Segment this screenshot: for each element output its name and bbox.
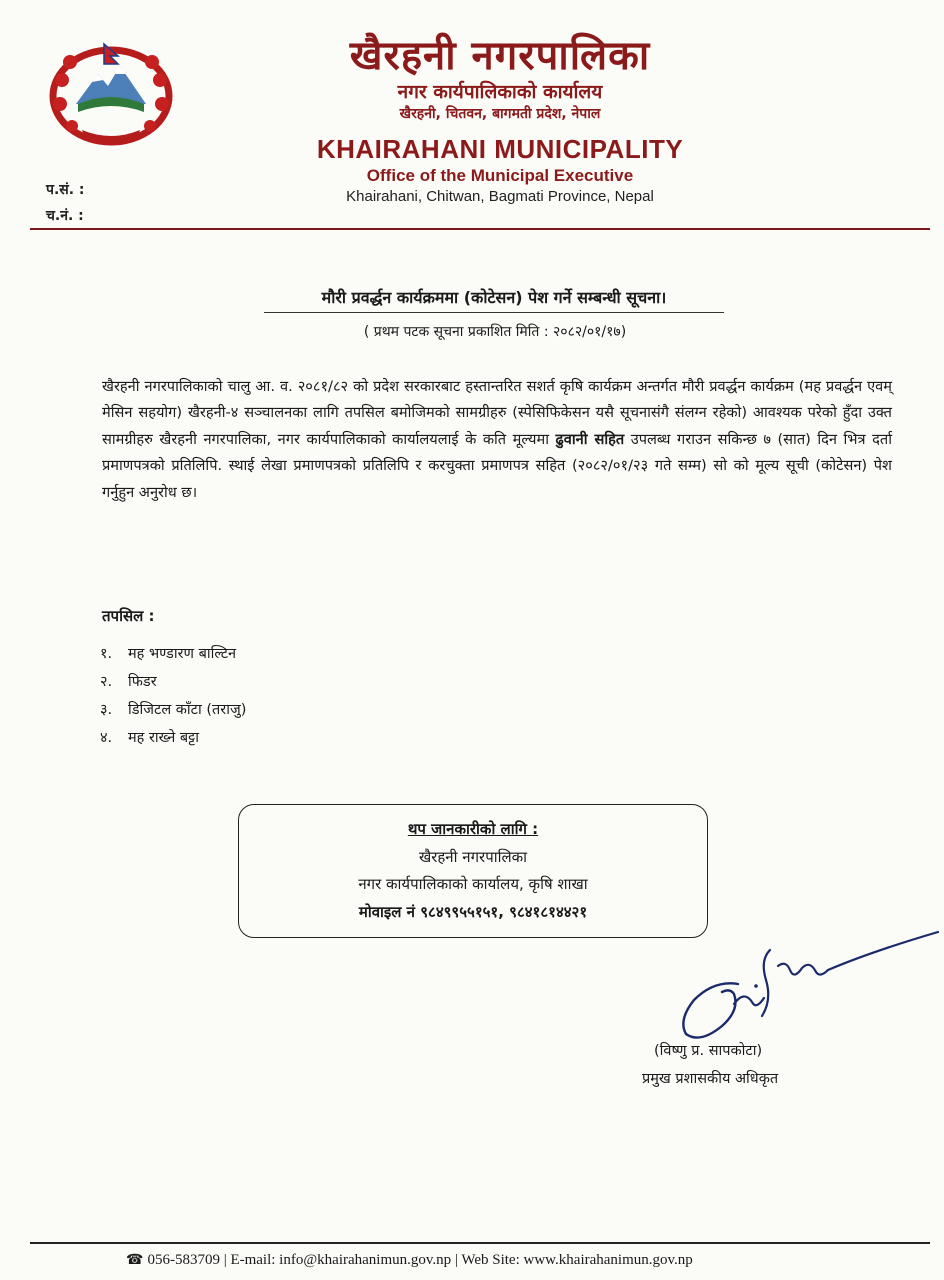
list-item-text: मह भण्डारण बाल्टिन xyxy=(128,646,237,662)
address-nepali: खैरहनी, चितवन, बागमती प्रदेश, नेपाल xyxy=(399,106,601,122)
contact-info-box xyxy=(238,804,708,938)
address-english: Khairahani, Chitwan, Bagmati Province, Nepal xyxy=(346,188,654,205)
notice-body-part-1: खैरहनी नगरपालिकाको चालु आ. व. २०८१/८२ को प्रदेश सरकारबाट हस्तान्तरित सशर्त कृषि कार्यक्रम अन्तर्गत मौरी प्रवर्द्धन कार्यक्रम (मह प्रवर्द्धन एवम् मेसिन सहयोग) खैरहनी-४ सञ्चालनका लागि तपसिल बमोजिमको सामग्रीहरु (स्पेसिफिकेसन यसै सूचनासंगै संलग्न रहेको) आवश्यक परेको हुँदा उक्त सामग्रीहरु खैरहनी नगरपालिका, नगर कार्यपालिकाको कार्यालयलाई के कति मूल्यमा xyxy=(102,378,892,448)
municipality-title-nepali: खैरहनी नगरपालिका xyxy=(349,33,651,79)
list-item xyxy=(100,668,246,696)
list-item xyxy=(100,724,246,752)
handwritten-signature xyxy=(660,930,942,1045)
notice-body-bold: ढुवानी सहित xyxy=(555,430,625,448)
list-item-text: डिजिटल काँटा (तराजु) xyxy=(128,702,247,718)
phone-icon: ☎ xyxy=(126,1253,144,1268)
office-name-nepali: नगर कार्यपालिकाको कार्यालय xyxy=(397,81,603,103)
footer-divider xyxy=(30,1242,930,1244)
office-name-english: Office of the Municipal Executive xyxy=(366,166,634,185)
notice-body-part-2: उपलब्ध गराउन सकिन्छ ७ (सात) दिन भित्र दर्ता प्रमाणपत्रको प्रतिलिपि. स्थाई लेखा प्रमाणपत्रको प्रतिलिपि र करचुक्ता प्रमाणपत्र सहित (२०८२/०१/२३ गते सम्म) सो को मूल्य सूची (कोटेसन) पेश गर्नुहुन अनुरोध छ। xyxy=(102,430,892,501)
notice-publish-date: ( प्रथम पटक सूचना प्रकाशित मिति : २०८२/०१/१७) xyxy=(363,324,627,340)
list-item-number: १. xyxy=(100,646,113,662)
contact-heading: थप जानकारीको लागि : xyxy=(407,820,539,838)
contact-municipality: खैरहनी नगरपालिका xyxy=(418,848,528,866)
list-item xyxy=(100,640,246,668)
header-divider xyxy=(30,228,930,230)
list-item-text: फिडर xyxy=(128,674,157,690)
dispatch-number-label: च.नं. : xyxy=(46,208,84,224)
list-item xyxy=(100,696,246,724)
list-item-number: ३. xyxy=(100,702,113,718)
item-list xyxy=(100,640,246,752)
footer-contact xyxy=(126,1252,816,1269)
footer-text: 056-583709 | E-mail: info@khairahanimun.gov.np | Web Site: www.khairahanimun.gov.np xyxy=(147,1252,693,1268)
contact-mobile-numbers: मोवाइल नं ९८४९९५५१५१, ९८४१८१४४२१ xyxy=(358,903,588,921)
list-item-number: २. xyxy=(100,674,113,690)
nepal-emblem-icon xyxy=(48,34,174,146)
reference-number-label: प.सं. : xyxy=(46,182,85,198)
item-list-heading: तपसिल : xyxy=(102,607,155,625)
signatory-name: (विष्णु प्र. सापकोटा) xyxy=(654,1043,763,1059)
list-item-text: मह राख्ने बट्टा xyxy=(128,730,200,746)
municipality-title-english: KHAIRAHANI MUNICIPALITY xyxy=(316,134,684,164)
contact-office-branch: नगर कार्यपालिकाको कार्यालय, कृषि शाखा xyxy=(358,875,588,893)
notice-body xyxy=(102,374,892,506)
notice-title: मौरी प्रवर्द्धन कार्यक्रममा (कोटेसन) पेश गर्ने सम्बन्धी सूचना। xyxy=(264,286,724,313)
list-item-number: ४. xyxy=(100,730,113,746)
signatory-title: प्रमुख प्रशासकीय अधिकृत xyxy=(642,1071,779,1087)
